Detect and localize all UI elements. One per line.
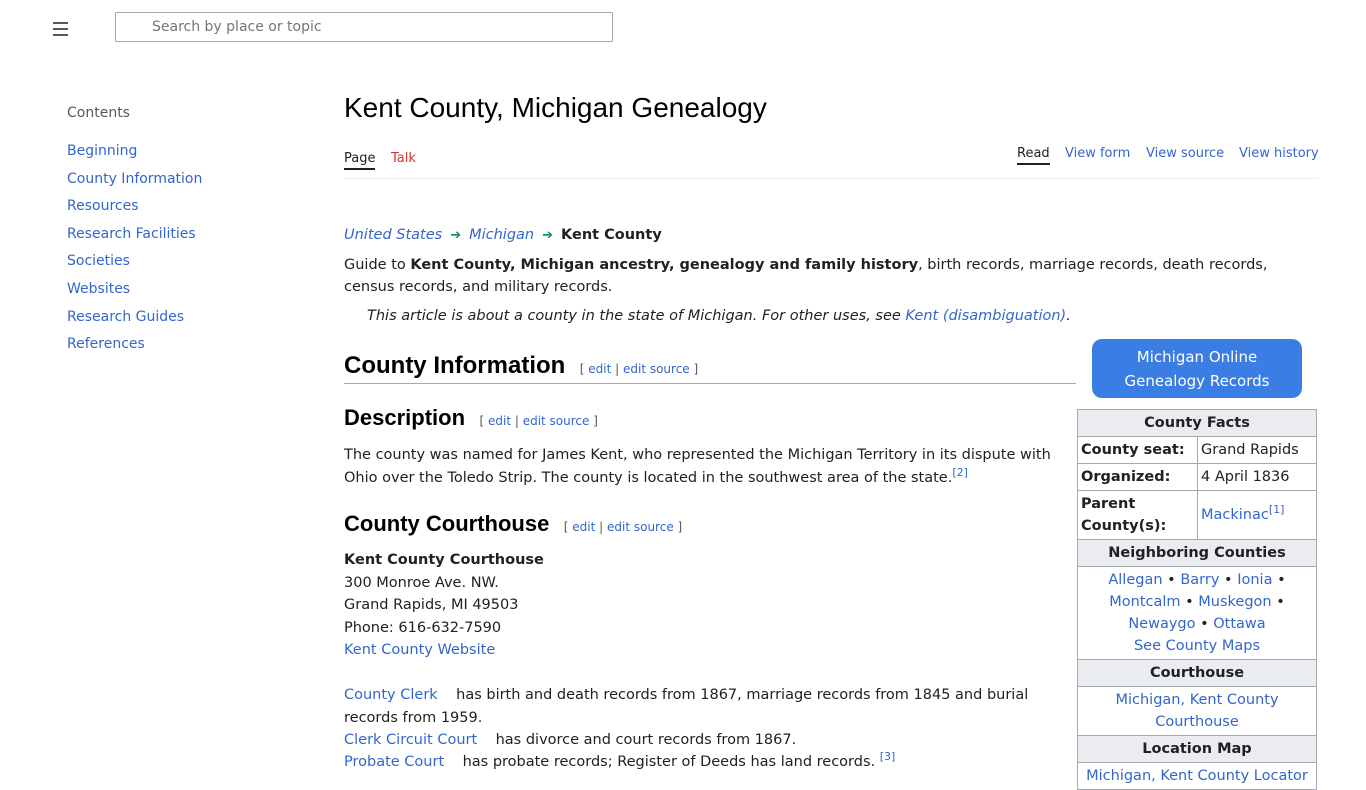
page-title: Kent County, Michigan Genealogy — [344, 92, 767, 123]
locator-map-link[interactable]: Michigan, Kent County Locator — [1086, 768, 1308, 784]
probate-records-text: has probate records; Register of Deeds has land records. — [462, 754, 876, 770]
tab-read[interactable]: Read — [1017, 146, 1050, 165]
toc-item-references[interactable]: References — [67, 336, 145, 353]
hatnote — [367, 305, 1071, 327]
toc-item-societies[interactable]: Societies — [67, 253, 130, 270]
hatnote-text: This article is about a county in the state of Michigan. For other uses, see — [367, 308, 906, 324]
county-facts-infobox — [1077, 409, 1317, 790]
hatnote-end: . — [1066, 308, 1071, 324]
tab-talk[interactable]: Talk — [391, 151, 416, 166]
hamburger-icon — [53, 22, 68, 24]
hatnote-link[interactable]: Kent (disambiguation) — [905, 308, 1067, 324]
neighbor-link[interactable]: Ottawa — [1213, 616, 1266, 632]
toc-item-county-information[interactable]: County Information — [67, 170, 203, 187]
probate-court-link[interactable]: Probate Court — [344, 754, 445, 770]
probate-records — [344, 751, 1072, 774]
edit-links: [ edit | edit source ] — [579, 362, 699, 376]
description-body: The county was named for James Kent, who represented the Michigan Territory in its dispute with Ohio over the Toledo Strip. The county is located in the southwest area of the state. — [344, 447, 1051, 486]
neighbor-link[interactable]: Montcalm — [1109, 594, 1181, 610]
tabs-divider — [344, 178, 1318, 179]
infobox-heading: Location Map — [1078, 736, 1317, 763]
tab-view-form[interactable]: View form — [1065, 146, 1131, 161]
online-records-line1: Michigan Online — [1136, 348, 1258, 366]
neighbor-link[interactable]: Ionia — [1237, 572, 1273, 588]
organized-value: 4 April 1836 — [1198, 464, 1317, 491]
county-seat-value: Grand Rapids — [1198, 437, 1317, 464]
infobox-label: County seat: — [1078, 437, 1198, 464]
reference-link[interactable]: [3] — [879, 750, 896, 764]
section-heading: County Information — [344, 352, 566, 379]
courthouse-address — [344, 549, 1072, 662]
see-county-maps-link[interactable]: See County Maps — [1133, 638, 1261, 654]
tab-page[interactable]: Page — [344, 151, 375, 170]
online-records-line2: Genealogy Records — [1124, 372, 1270, 390]
neighbor-link[interactable]: Allegan — [1108, 572, 1163, 588]
infobox-heading: County Facts — [1078, 410, 1317, 437]
online-records-button[interactable] — [1092, 339, 1302, 398]
parent-county-value — [1198, 491, 1317, 540]
parent-county-link[interactable]: Mackinac — [1201, 507, 1269, 523]
arrow-right-icon: ➔ — [450, 228, 462, 243]
courthouse-address-line1: 300 Monroe Ave. NW. — [344, 574, 499, 591]
toc-item-beginning[interactable]: Beginning — [67, 143, 138, 159]
county-clerk-link[interactable]: County Clerk — [344, 687, 438, 703]
edit-source-link[interactable]: edit source — [607, 520, 674, 534]
infobox-label: Organized: — [1078, 464, 1198, 491]
reference-link[interactable]: [2] — [952, 465, 968, 479]
toc-item-resources[interactable]: Resources — [67, 198, 139, 215]
courthouse-image-link[interactable]: Michigan, Kent County Courthouse — [1115, 692, 1279, 730]
circuit-records — [344, 729, 1072, 752]
section-county-courthouse — [344, 511, 682, 537]
toc-item-research-facilities[interactable]: Research Facilities — [67, 225, 196, 242]
intro-suffix: , birth records, marriage records, death records, census records, and military records. — [344, 257, 1268, 295]
edit-links: [ edit | edit source ] — [479, 414, 598, 428]
toc-list — [67, 141, 202, 362]
arrow-right-icon: ➔ — [542, 228, 554, 243]
description-text — [344, 444, 1072, 489]
intro-paragraph — [344, 254, 1304, 298]
intro-bold: Kent County, Michigan ancestry, genealogy and family history — [410, 257, 919, 273]
courthouse-address-line2: Grand Rapids, MI 49503 — [344, 597, 519, 613]
search-input[interactable] — [116, 13, 612, 41]
edit-link[interactable]: edit — [572, 520, 596, 534]
breadcrumb-michigan[interactable]: Michigan — [469, 227, 535, 243]
locator-map-image[interactable] — [1078, 763, 1317, 790]
search-box — [115, 12, 613, 42]
section-county-information — [344, 352, 1076, 384]
section-heading: Description — [344, 405, 466, 430]
neighboring-counties: Allegan • Barry • Ionia • Montcalm • Muskegon • Newaygo • Ottawa See County Maps — [1078, 567, 1317, 660]
neighbor-link[interactable]: Barry — [1180, 572, 1220, 588]
infobox-label: Parent County(s): — [1078, 491, 1198, 540]
section-heading: County Courthouse — [344, 511, 550, 536]
reference-link[interactable]: [1] — [1268, 503, 1285, 517]
edit-link[interactable]: edit — [588, 362, 612, 376]
menu-button[interactable] — [50, 18, 72, 40]
circuit-records-text: has divorce and court records from 1867. — [495, 732, 797, 748]
infobox-heading: Courthouse — [1078, 660, 1317, 687]
toc-title: Contents — [67, 105, 130, 121]
edit-links: [ edit | edit source ] — [563, 520, 683, 534]
courthouse-image[interactable] — [1078, 687, 1317, 736]
intro-prefix: Guide to — [344, 257, 411, 273]
clerk-records — [344, 684, 1072, 729]
breadcrumb — [344, 225, 662, 246]
edit-source-link[interactable]: edit source — [522, 414, 590, 428]
clerk-records-text: has birth and death records from 1867, marriage records from 1845 and burial records from 1959. — [344, 687, 1029, 726]
courthouse-name: Kent County Courthouse — [344, 552, 544, 568]
breadcrumb-united-states[interactable]: United States — [344, 227, 443, 243]
toc-item-websites[interactable]: Websites — [67, 280, 131, 297]
breadcrumb-current: Kent County — [561, 227, 662, 243]
neighbor-link[interactable]: Newaygo — [1128, 616, 1196, 632]
tab-view-source[interactable]: View source — [1146, 146, 1225, 161]
county-website-link[interactable]: Kent County Website — [344, 642, 496, 658]
neighbor-link[interactable]: Muskegon — [1198, 594, 1272, 610]
section-description — [344, 405, 598, 431]
tab-view-history[interactable]: View history — [1239, 146, 1319, 161]
infobox-heading: Neighboring Counties — [1078, 540, 1317, 567]
clerk-circuit-court-link[interactable]: Clerk Circuit Court — [344, 732, 478, 748]
edit-source-link[interactable]: edit source — [622, 362, 690, 376]
edit-link[interactable]: edit — [487, 414, 512, 428]
toc-item-research-guides[interactable]: Research Guides — [67, 308, 185, 325]
courthouse-phone: Phone: 616-632-7590 — [344, 619, 502, 636]
